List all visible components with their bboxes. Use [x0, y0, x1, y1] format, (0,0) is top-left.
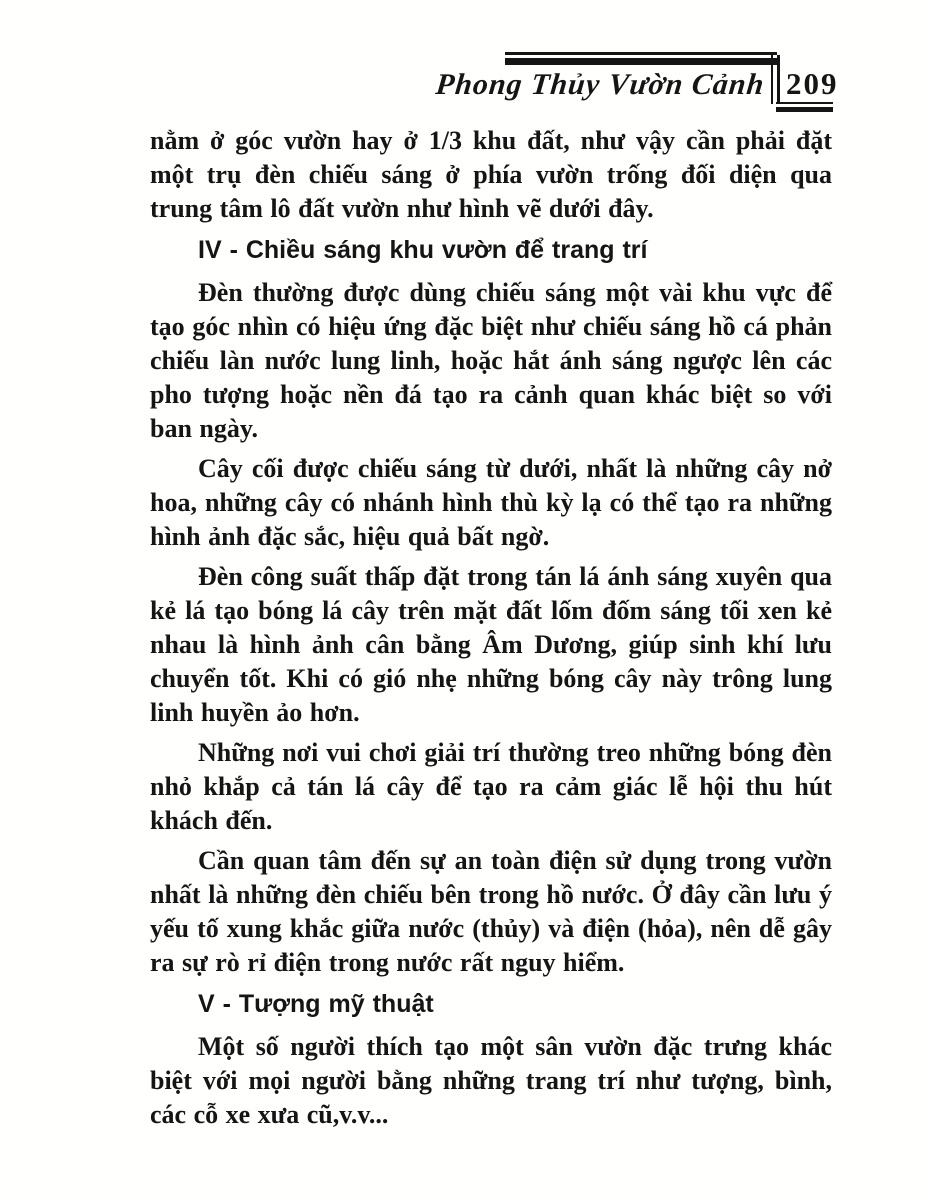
header-double-rule: [505, 52, 777, 65]
page-header: [0, 0, 930, 125]
paragraph: Đèn công suất thấp đặt trong tán lá ánh sáng xuyên qua kẻ lá tạo bóng lá cây trên mặt đất lốm đốm sáng tối xen kẻ nhau là hình ảnh cân bằng Âm Dương, giúp sinh khí lưu chuyển tốt. Khi có gió nhẹ những bóng cây này trông lung linh huyền ảo hơn.: [150, 562, 832, 727]
paragraph: Những nơi vui chơi giải trí thường treo những bóng đèn nhỏ khắp cả tán lá cây để tạo ra cảm giác lễ hội thu hút khách đến.: [150, 738, 832, 835]
section-heading-iv: IV - Chiều sáng khu vườn để trang trí: [198, 236, 648, 264]
paragraph: Đèn thường được dùng chiếu sáng một vài khu vực để tạo góc nhìn có hiệu ứng đặc biệt như chiếu sáng hồ cá phản chiếu làn nước lung linh, hoặc hắt ánh sáng ngược lên các pho tượng hoặc nền đá tạo ra cảnh quan khác biệt so với ban ngày.: [150, 278, 832, 443]
header-corner-rule: [771, 55, 780, 104]
page-number-underline: [776, 102, 833, 112]
page-body: [150, 124, 832, 1138]
paragraph: Cần quan tâm đến sự an toàn điện sử dụng trong vườn nhất là những đèn chiếu bên trong hồ nước. Ở đây cần lưu ý yếu tố xung khắc giữa nước (thủy) và điện (hỏa), nên dễ gây ra sự rò rỉ điện trong nước rất nguy hiểm.: [150, 846, 832, 977]
book-title: Phong Thủy Vườn Cảnh: [433, 68, 766, 101]
section-heading-v: V - Tượng mỹ thuật: [198, 990, 434, 1018]
paragraph: Cây cối được chiếu sáng từ dưới, nhất là những cây nở hoa, những cây có nhánh hình thù kỳ lạ có thể tạo ra những hình ảnh đặc sắc, hiệu quả bất ngờ.: [150, 454, 832, 551]
paragraph-continued-from-previous-page: nằm ở góc vườn hay ở 1/3 khu đất, như vậy cần phải đặt một trụ đèn chiếu sáng ở phía vườn trống đối diện qua trung tâm lô đất vườn như hình vẽ dưới đây.: [150, 126, 832, 223]
page-number: 209: [786, 66, 839, 101]
paragraph: Một số người thích tạo một sân vườn đặc trưng khác biệt với mọi người bằng những trang trí như tượng, bình, các cỗ xe xưa cũ,v.v...: [150, 1032, 832, 1129]
